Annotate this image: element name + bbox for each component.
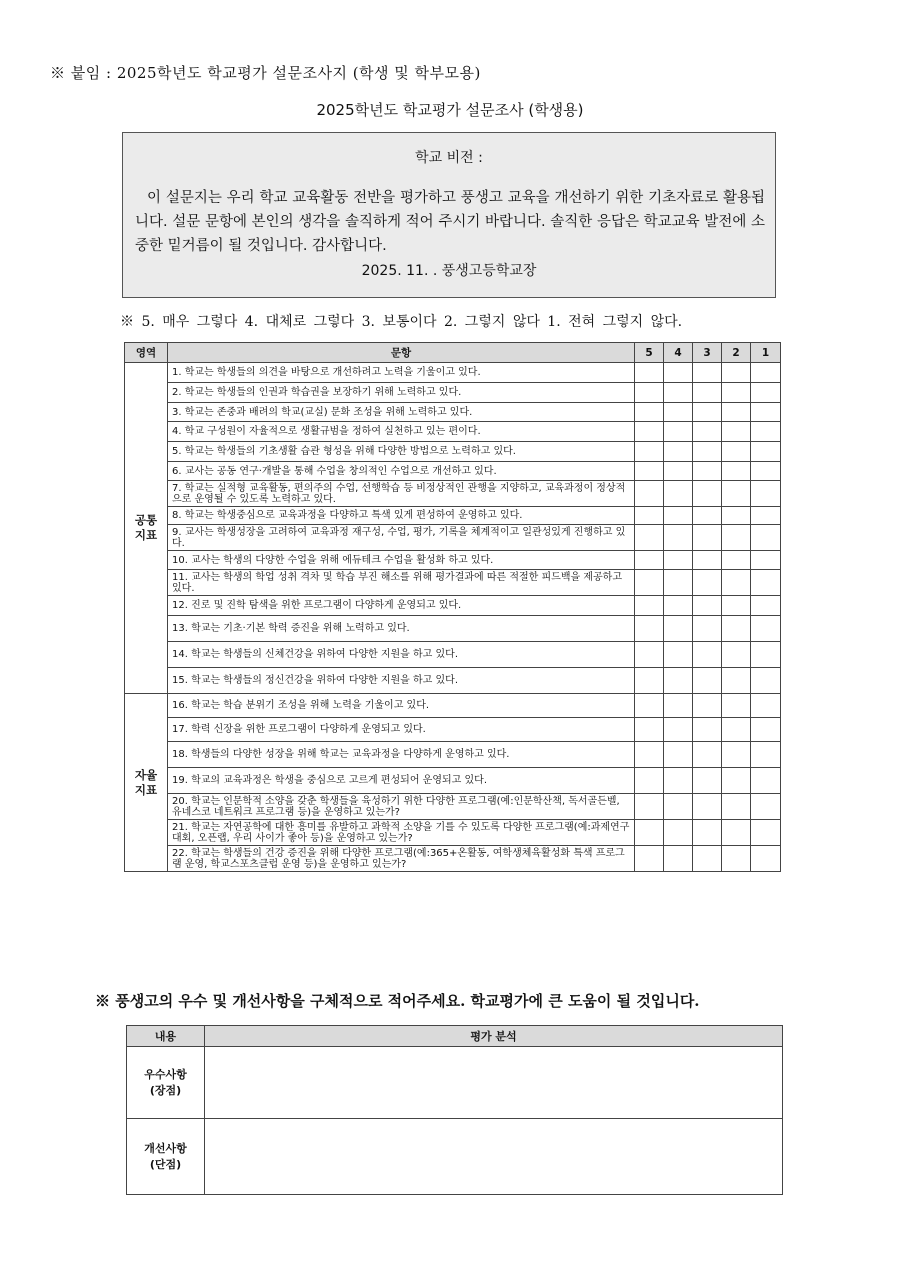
vision-body: 이 설문지는 우리 학교 교육활동 전반을 평가하고 풍생고 교육을 개선하기 위한 기초자료로 활용됩니다. 설문 문항에 본인의 생각을 솔직하게 적어 주시기 바랍니다. 솔직한 응답은 학교교육 발전에 소중한 밑거름이 될 것입니다. 감사합니다. [135, 190, 765, 254]
table-row [125, 742, 781, 768]
score-cell[interactable] [751, 642, 781, 668]
score-cell[interactable] [722, 820, 751, 846]
score-cell[interactable] [751, 794, 781, 820]
score-cell[interactable] [664, 820, 693, 846]
table-row [125, 403, 781, 422]
score-cell[interactable] [722, 422, 751, 442]
score-cell[interactable] [693, 363, 722, 383]
score-cell[interactable] [664, 422, 693, 442]
score-cell[interactable] [722, 642, 751, 668]
score-cell[interactable] [751, 694, 781, 718]
analysis-row-label [127, 1119, 205, 1195]
score-cell[interactable] [635, 642, 664, 668]
question-text: 6. 교사는 공동 연구·개발을 통해 수업을 창의적인 수업으로 개선하고 있다. [168, 462, 635, 481]
score-cell[interactable] [693, 642, 722, 668]
score-cell[interactable] [693, 742, 722, 768]
score-cell[interactable] [751, 668, 781, 694]
analysis-row-label-line: (단점) [149, 1157, 182, 1171]
question-text: 22. 학교는 학생들의 건강 증진을 위해 다양한 프로그램(예:365+온활동, 여학생체육활성화 특색 프로그램 운영, 학교스포츠클럽 운영 등)을 운영하고 있는가? [168, 846, 635, 872]
vision-heading: 학교 비전 : [415, 150, 483, 166]
question-text: 21. 학교는 자연공학에 대한 흥미를 유발하고 과학적 소양을 기를 수 있도록 다양한 프로그램(예:과제연구대회, 오픈랩, 우리 사이가 좋아 등)을 운영하고 있는가? [168, 820, 635, 846]
score-cell[interactable] [722, 481, 751, 507]
survey-body [125, 363, 781, 872]
score-cell[interactable] [693, 403, 722, 422]
score-cell[interactable] [693, 668, 722, 694]
question-text: 11. 교사는 학생의 학업 성취 격차 및 학습 부진 해소를 위해 평가결과에 따른 적절한 피드백을 제공하고 있다. [168, 570, 635, 596]
table-row [125, 363, 781, 383]
score-cell[interactable] [722, 616, 751, 642]
score-cell[interactable] [635, 403, 664, 422]
table-row [125, 551, 781, 570]
table-row [125, 462, 781, 481]
table-row [125, 768, 781, 794]
analysis-row-label [127, 1047, 205, 1119]
score-cell[interactable] [751, 551, 781, 570]
score-cell[interactable] [664, 403, 693, 422]
score-cell[interactable] [664, 846, 693, 872]
score-cell[interactable] [635, 742, 664, 768]
score-cell[interactable] [635, 383, 664, 403]
table-row [125, 507, 781, 525]
score-cell[interactable] [751, 442, 781, 462]
analysis-answer-cell[interactable] [205, 1119, 783, 1195]
score-cell[interactable] [664, 551, 693, 570]
score-cell[interactable] [751, 422, 781, 442]
table-row [125, 820, 781, 846]
score-header: 3 [693, 343, 722, 363]
analysis-answer-cell[interactable] [205, 1047, 783, 1119]
score-cell[interactable] [693, 383, 722, 403]
score-cell[interactable] [664, 642, 693, 668]
score-cell[interactable] [693, 481, 722, 507]
question-text: 14. 학교는 학생들의 신체건강을 위하여 다양한 지원을 하고 있다. [168, 642, 635, 668]
score-cell[interactable] [722, 442, 751, 462]
vision-box [122, 132, 776, 298]
score-cell[interactable] [693, 718, 722, 742]
score-cell[interactable] [722, 383, 751, 403]
score-cell[interactable] [693, 596, 722, 616]
score-cell[interactable] [751, 596, 781, 616]
score-cell[interactable] [635, 668, 664, 694]
score-cell[interactable] [635, 846, 664, 872]
score-cell[interactable] [635, 616, 664, 642]
question-text: 4. 학교 구성원이 자율적으로 생활규범을 정하여 실천하고 있는 편이다. [168, 422, 635, 442]
table-row [125, 596, 781, 616]
score-cell[interactable] [635, 481, 664, 507]
score-cell[interactable] [722, 794, 751, 820]
score-cell[interactable] [664, 383, 693, 403]
question-text: 7. 학교는 실적형 교육활동, 편의주의 수업, 선행학습 등 비정상적인 관행을 지양하고, 교육과정이 정상적으로 운영될 수 있도록 노력하고 있다. [168, 481, 635, 507]
area-label-line: 지표 [134, 782, 158, 797]
score-cell[interactable] [722, 742, 751, 768]
analysis-header-row [127, 1026, 783, 1047]
question-text: 13. 학교는 기초·기본 학력 증진을 위해 노력하고 있다. [168, 616, 635, 642]
area-label [125, 694, 168, 872]
question-text: 3. 학교는 존중과 배려의 학교(교실) 문화 조성을 위해 노력하고 있다. [168, 403, 635, 422]
score-cell[interactable] [635, 525, 664, 551]
table-row [125, 383, 781, 403]
score-cell[interactable] [664, 768, 693, 794]
table-row [125, 718, 781, 742]
score-cell[interactable] [635, 422, 664, 442]
question-header: 문항 [168, 343, 635, 363]
score-cell[interactable] [635, 570, 664, 596]
score-cell[interactable] [751, 742, 781, 768]
survey-table [124, 342, 781, 872]
score-cell[interactable] [722, 668, 751, 694]
score-cell[interactable] [664, 481, 693, 507]
vision-signature: 2025. 11. . 풍생고등학교장 [361, 263, 537, 279]
question-text: 10. 교사는 학생의 다양한 수업을 위해 에듀테크 수업을 활성화 하고 있다. [168, 551, 635, 570]
improvement-heading: ※ 풍생고의 우수 및 개선사항을 구체적으로 적어주세요. 학교평가에 큰 도움이 될 것입니다. [95, 992, 700, 1010]
score-cell[interactable] [664, 616, 693, 642]
question-text: 19. 학교의 교육과정은 학생을 중심으로 고르게 편성되어 운영되고 있다. [168, 768, 635, 794]
table-row [125, 668, 781, 694]
score-header: 1 [751, 343, 781, 363]
table-row [125, 481, 781, 507]
score-cell[interactable] [722, 507, 751, 525]
table-row [125, 846, 781, 872]
attachment-line: ※ 붙임 : 2025학년도 학교평가 설문조사지 (학생 및 학부모용) [50, 64, 481, 82]
score-cell[interactable] [751, 525, 781, 551]
score-cell[interactable] [693, 794, 722, 820]
score-cell[interactable] [751, 846, 781, 872]
table-row [125, 616, 781, 642]
score-cell[interactable] [722, 525, 751, 551]
question-text: 16. 학교는 학습 분위기 조성을 위해 노력을 기울이고 있다. [168, 694, 635, 718]
score-cell[interactable] [722, 363, 751, 383]
score-cell[interactable] [751, 462, 781, 481]
score-cell[interactable] [693, 616, 722, 642]
score-cell[interactable] [635, 442, 664, 462]
content-header: 내용 [127, 1026, 205, 1047]
score-cell[interactable] [751, 481, 781, 507]
score-header: 2 [722, 343, 751, 363]
question-text: 20. 학교는 인문학적 소양을 갖춘 학생들을 육성하기 위한 다양한 프로그램(예:인문학산책, 독서골든벨, 유네스코 네트워크 프로그램 등)을 운영하고 있는가? [168, 794, 635, 820]
analysis-row [127, 1119, 783, 1195]
score-cell[interactable] [693, 422, 722, 442]
score-header: 5 [635, 343, 664, 363]
score-cell[interactable] [664, 442, 693, 462]
table-row [125, 570, 781, 596]
score-cell[interactable] [722, 596, 751, 616]
score-cell[interactable] [664, 668, 693, 694]
analysis-body [127, 1047, 783, 1195]
score-cell[interactable] [751, 363, 781, 383]
score-cell[interactable] [722, 768, 751, 794]
score-cell[interactable] [722, 694, 751, 718]
survey-title: 2025학년도 학교평가 설문조사 (학생용) [316, 101, 584, 119]
table-row [125, 642, 781, 668]
score-cell[interactable] [693, 462, 722, 481]
question-text: 18. 학생들의 다양한 성장을 위해 학교는 교육과정을 다양하게 운영하고 있다. [168, 742, 635, 768]
score-cell[interactable] [751, 616, 781, 642]
score-cell[interactable] [722, 570, 751, 596]
score-cell[interactable] [635, 768, 664, 794]
score-cell[interactable] [693, 551, 722, 570]
score-cell[interactable] [722, 846, 751, 872]
score-cell[interactable] [635, 507, 664, 525]
score-cell[interactable] [693, 694, 722, 718]
score-cell[interactable] [722, 551, 751, 570]
area-label-line: 공통 [134, 513, 158, 527]
analysis-row-label-line: (장점) [149, 1083, 182, 1097]
scale-legend: ※ 5. 매우 그렇다 4. 대체로 그렇다 3. 보통이다 2. 그렇지 않다 1. 전혀 그렇지 않다. [120, 314, 683, 330]
score-cell[interactable] [751, 383, 781, 403]
table-row [125, 442, 781, 462]
score-cell[interactable] [751, 820, 781, 846]
score-cell[interactable] [693, 846, 722, 872]
analysis-header: 평가 분석 [205, 1026, 783, 1047]
question-text: 8. 학교는 학생중심으로 교육과정을 다양하고 특색 있게 편성하여 운영하고 있다. [168, 507, 635, 525]
score-cell[interactable] [693, 507, 722, 525]
question-text: 9. 교사는 학생성장을 고려하여 교육과정 재구성, 수업, 평가, 기록을 체계적이고 일관성있게 진행하고 있다. [168, 525, 635, 551]
area-label-line: 자율 [134, 767, 158, 782]
score-cell[interactable] [664, 363, 693, 383]
question-text: 12. 진로 및 진학 탐색을 위한 프로그램이 다양하게 운영되고 있다. [168, 596, 635, 616]
score-cell[interactable] [664, 794, 693, 820]
score-cell[interactable] [693, 442, 722, 462]
score-cell[interactable] [693, 820, 722, 846]
score-cell[interactable] [664, 596, 693, 616]
analysis-table [126, 1025, 783, 1195]
score-cell[interactable] [693, 570, 722, 596]
score-cell[interactable] [751, 570, 781, 596]
area-label-line: 지표 [134, 528, 158, 542]
question-text: 1. 학교는 학생들의 의견을 바탕으로 개선하려고 노력을 기울이고 있다. [168, 363, 635, 383]
question-text: 5. 학교는 학생들의 기초생활 습관 형성을 위해 다양한 방법으로 노력하고 있다. [168, 442, 635, 462]
score-header: 4 [664, 343, 693, 363]
score-cell[interactable] [693, 768, 722, 794]
score-cell[interactable] [664, 718, 693, 742]
score-cell[interactable] [693, 525, 722, 551]
score-cell[interactable] [751, 718, 781, 742]
score-cell[interactable] [722, 403, 751, 422]
survey-header-row [125, 343, 781, 363]
score-cell[interactable] [751, 403, 781, 422]
score-cell[interactable] [635, 363, 664, 383]
score-cell[interactable] [664, 462, 693, 481]
score-cell[interactable] [664, 694, 693, 718]
score-cell[interactable] [664, 525, 693, 551]
score-cell[interactable] [664, 570, 693, 596]
area-header: 영역 [125, 343, 168, 363]
score-cell[interactable] [635, 596, 664, 616]
question-text: 17. 학력 신장을 위한 프로그램이 다양하게 운영되고 있다. [168, 718, 635, 742]
table-row [125, 694, 781, 718]
score-cell[interactable] [635, 718, 664, 742]
score-cell[interactable] [635, 462, 664, 481]
question-text: 2. 학교는 학생들의 인권과 학습권을 보장하기 위해 노력하고 있다. [168, 383, 635, 403]
analysis-row-label-line: 우수사항 [144, 1067, 187, 1081]
score-cell[interactable] [664, 507, 693, 525]
score-cell[interactable] [751, 507, 781, 525]
analysis-row [127, 1047, 783, 1119]
table-row [125, 525, 781, 551]
score-cell[interactable] [664, 742, 693, 768]
question-text: 15. 학교는 학생들의 정신건강을 위하여 다양한 지원을 하고 있다. [168, 668, 635, 694]
score-cell[interactable] [722, 718, 751, 742]
score-cell[interactable] [635, 694, 664, 718]
area-label [125, 363, 168, 694]
score-cell[interactable] [635, 794, 664, 820]
table-row [125, 422, 781, 442]
analysis-row-label-line: 개선사항 [144, 1141, 187, 1155]
score-cell[interactable] [722, 462, 751, 481]
score-cell[interactable] [635, 820, 664, 846]
table-row [125, 794, 781, 820]
score-cell[interactable] [751, 768, 781, 794]
score-cell[interactable] [635, 551, 664, 570]
